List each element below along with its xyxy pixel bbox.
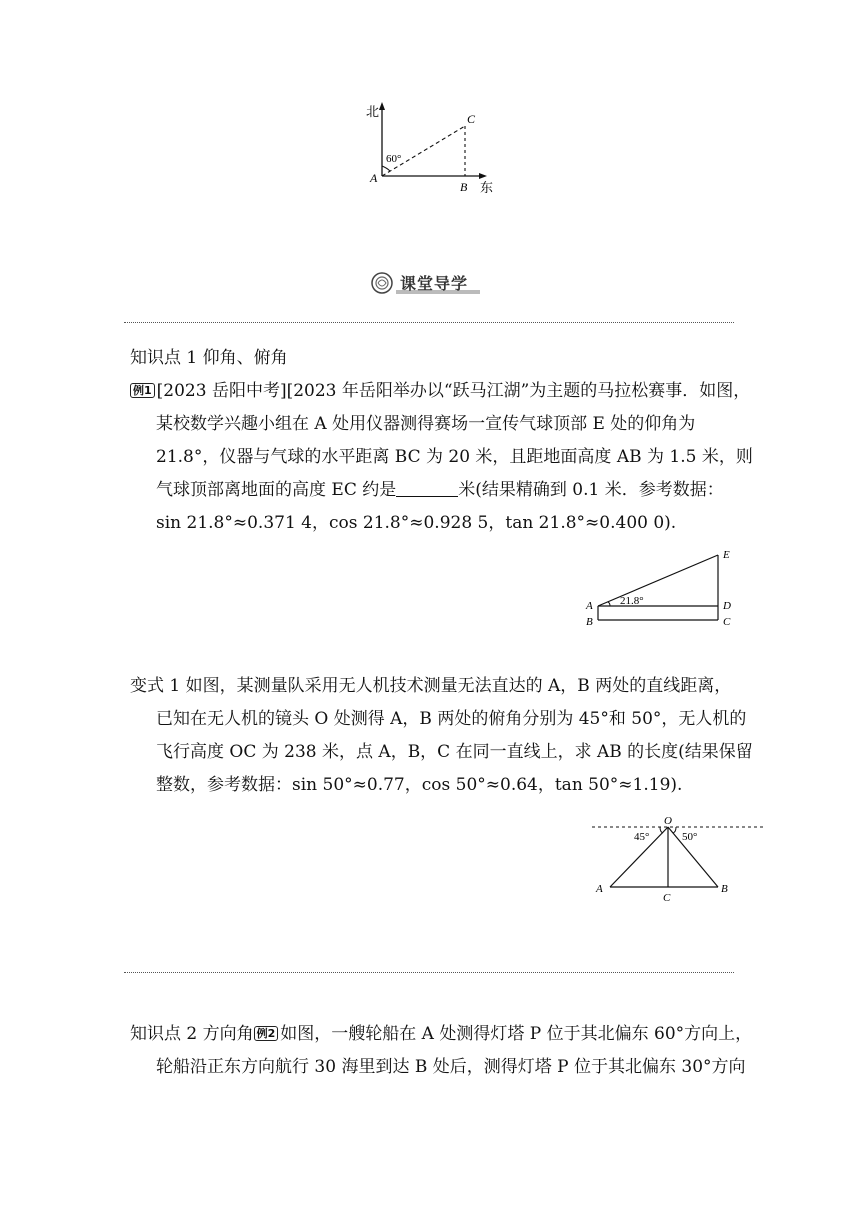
- angle-right-label: 50°: [682, 831, 698, 843]
- east-label: 东: [480, 180, 494, 195]
- label-B: B: [721, 883, 728, 895]
- kp1-line-1: [2023 岳阳中考][2023 年岳阳举办以“跃马江湖”为主题的马拉松赛事．如图，: [156, 381, 751, 401]
- kp1-line-2: 某校数学兴趣小组在 A 处用仪器测得赛场一宣传气球顶部 E 处的仰角为: [156, 414, 696, 434]
- section-title: [368, 268, 488, 298]
- divider-top: [124, 322, 734, 323]
- elevation-figure: [580, 545, 740, 630]
- section-title-text: 课堂导学: [400, 274, 469, 293]
- label-E: E: [723, 549, 730, 561]
- divider-bottom: [124, 972, 734, 973]
- label-C: C: [663, 892, 671, 904]
- north-label: 北: [366, 104, 380, 119]
- label-B: B: [460, 180, 468, 194]
- label-A: A: [370, 171, 378, 185]
- kp2-block: [130, 1018, 752, 1084]
- kp1-line-5: sin 21.8°≈0.371 4，cos 21.8°≈0.928 5，tan 21.8°≈0.400 0).: [156, 513, 677, 533]
- angle-label: 60°: [386, 153, 402, 165]
- answer-blank[interactable]: [396, 482, 458, 497]
- label-B: B: [586, 616, 593, 628]
- variant1-block: [130, 670, 753, 802]
- example-badge: 例2: [254, 1026, 279, 1041]
- label-A: A: [596, 883, 603, 895]
- label-O: O: [664, 815, 672, 827]
- angle-left-label: 45°: [634, 831, 650, 843]
- label-A: A: [586, 600, 593, 612]
- drone-figure: [590, 812, 770, 907]
- kp1-line-4a: 气球顶部离地面的高度 EC 约是: [156, 480, 397, 500]
- var1-line-2: 已知在无人机的镜头 O 处测得 A，B 两处的俯角分别为 45°和 50°，无人机的: [156, 709, 747, 729]
- var1-line-3: 飞行高度 OC 为 238 米，点 A，B，C 在同一直线上，求 AB 的长度(结果保留: [156, 742, 753, 762]
- var1-line-4: 整数，参考数据：sin 50°≈0.77，cos 50°≈0.64，tan 50°≈1.19).: [156, 775, 683, 795]
- label-C: C: [723, 616, 731, 628]
- kp2-heading: 知识点 2 方向角: [130, 1024, 254, 1044]
- label-C: C: [467, 112, 476, 126]
- kp2-line-2: 轮船沿正东方向航行 30 海里到达 B 处后，测得灯塔 P 位于其北偏东 30°方向: [156, 1057, 746, 1077]
- kp1-heading: 知识点 1 仰角、俯角: [130, 348, 288, 368]
- var1-line-1: 变式 1 如图，某测量队采用无人机技术测量无法直达的 A，B 两处的直线距离，: [130, 676, 732, 696]
- kp1-block: [130, 342, 753, 540]
- direction-figure: [360, 100, 500, 195]
- kp2-line-1: 如图，一艘轮船在 A 处测得灯塔 P 位于其北偏东 60°方向上，: [280, 1024, 753, 1044]
- label-D: D: [723, 600, 731, 612]
- example-badge: 例1: [130, 383, 155, 398]
- kp1-line-4b: 米(结果精确到 0.1 米．参考数据：: [458, 480, 724, 500]
- angle-label: 21.8°: [620, 595, 644, 607]
- kp1-line-3: 21.8°，仪器与气球的水平距离 BC 为 20 米，且距地面高度 AB 为 1.5 米，则: [156, 447, 753, 467]
